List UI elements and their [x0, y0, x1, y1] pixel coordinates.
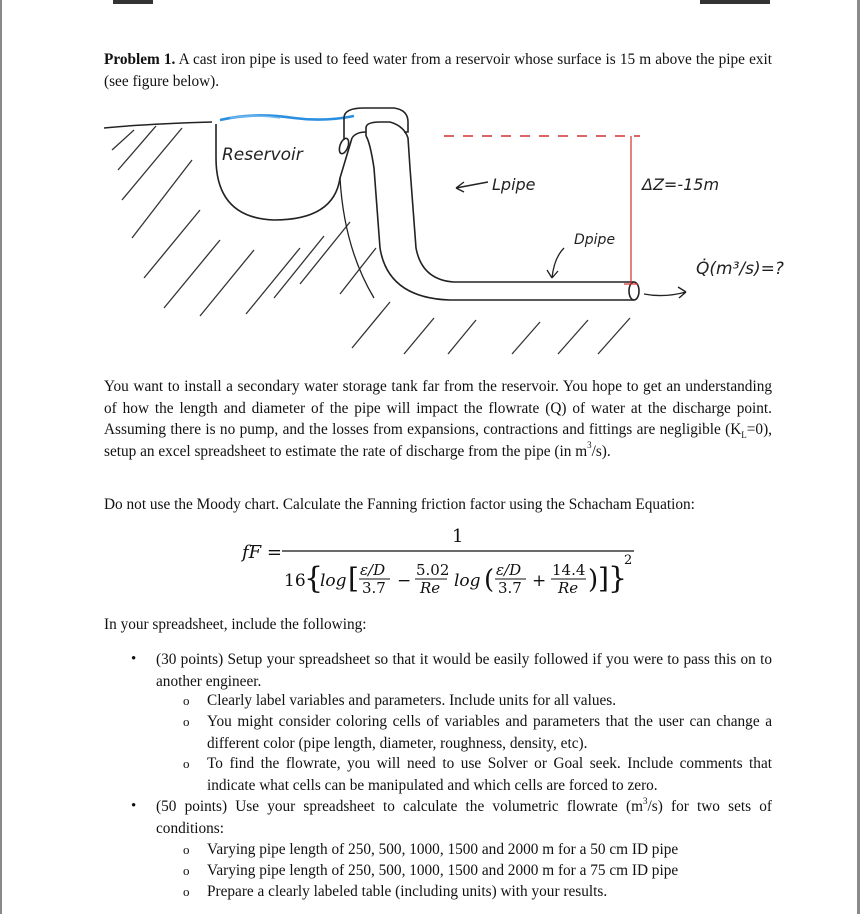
ground-surface-left — [104, 122, 212, 128]
svg-text:}: } — [608, 561, 628, 596]
list-bullet: • — [131, 651, 137, 667]
svg-text:[: [ — [348, 562, 359, 595]
eq-lhs: fF = — [242, 542, 282, 563]
height-label: ΔZ=-15m — [642, 175, 720, 194]
svg-text:): ) — [588, 565, 599, 595]
paragraph-problem-description: You want to install a secondary water storage tank far from the reservoir. You hope to get an understanding of how the length and diameter of the pipe will impact the flowrate (Q) of water at the discharge point. Assuming there is no pump, and the losses from expansions, contractions and fittings are negligible $(K_L=0)$, setup an excel spreadsheet to estimate the rate of discharge from the pipe (in $m^3/s$). — [104, 378, 772, 460]
svg-text:3.7: 3.7 — [362, 579, 386, 597]
svg-text:16: 16 — [284, 571, 306, 591]
diameter-arrow — [547, 248, 564, 278]
flow-arrow — [644, 287, 686, 298]
svg-text:−: − — [397, 571, 412, 591]
cropped-header-mark — [113, 0, 153, 4]
list-subitem: Varying pipe length of 250, 500, 1000, 1500 and 2000 m for a 75 cm ID pipe — [207, 862, 679, 879]
svg-text:(: ( — [484, 565, 495, 595]
list-bullet: • — [131, 798, 137, 814]
svg-text:log: log — [320, 571, 347, 591]
svg-text:]: ] — [598, 562, 609, 595]
svg-text:ε/D: ε/D — [496, 561, 522, 579]
reservoir-basin — [216, 124, 352, 220]
svg-text:log: log — [454, 571, 481, 591]
problem-label: Problem 1. — [104, 51, 176, 68]
schacham-equation — [230, 520, 650, 610]
cropped-header-mark — [700, 0, 770, 4]
svg-text:5.02: 5.02 — [416, 561, 450, 579]
sub-bullet: o — [183, 863, 190, 878]
ground-hatching — [112, 126, 630, 354]
svg-text:14.4: 14.4 — [552, 561, 586, 579]
sub-bullet: o — [183, 884, 190, 899]
list-item-1: (30 points) Setup your spreadsheet so that it would be easily followed if you were to pass this on to another engineer. — [156, 651, 772, 690]
problem-intro: A cast iron pipe is used to feed water from a reservoir whose surface is 15 m above the pipe exit (see figure below). — [104, 51, 773, 90]
problem-statement — [104, 49, 772, 92]
list-subitem: You might consider coloring cells of variables and parameters that the user can change a different color (pipe length, diameter, roughness, density, etc). — [207, 713, 772, 752]
list-item-2: (50 points) Use your spreadsheet to calculate the volumetric flowrate $(m^3/s)$ for two sets of conditions: — [156, 795, 772, 837]
flow-label: Q̇(m³/s)=? — [696, 259, 784, 279]
svg-text:Re: Re — [558, 579, 579, 597]
svg-text:3.7: 3.7 — [498, 579, 522, 597]
reservoir-pipe-figure — [104, 98, 784, 360]
paragraph-instruction: Do not use the Moody chart. Calculate the Fanning friction factor using the Schacham Equation: — [104, 496, 695, 513]
svg-text:+: + — [532, 571, 547, 591]
svg-text:{: { — [304, 561, 324, 596]
diameter-label: Dpipe — [574, 232, 616, 248]
list-subitem: Varying pipe length of 250, 500, 1000, 1500 and 2000 m for a 50 cm ID pipe — [207, 841, 679, 858]
svg-text:Re: Re — [420, 579, 441, 597]
svg-text:2: 2 — [624, 553, 633, 568]
list-subitem: Clearly label variables and parameters. Include units for all values. — [207, 692, 617, 709]
reservoir-label: Reservoir — [222, 145, 303, 165]
sub-bullet: o — [183, 693, 190, 708]
sub-bullet: o — [183, 714, 190, 729]
page-left-edge — [0, 0, 2, 914]
length-arrow — [456, 182, 488, 192]
sub-bullet: o — [183, 842, 190, 857]
list-subitem: To find the flowrate, you will need to use Solver or Goal seek. Include comments that indicate what cells can be manipulated and which cells are forced to zero. — [207, 755, 772, 794]
length-label: Lpipe — [492, 175, 536, 194]
list-subitem: Prepare a clearly labeled table (including units) with your results. — [207, 883, 608, 900]
svg-text:ε/D: ε/D — [360, 561, 386, 579]
sub-bullet: o — [183, 756, 190, 771]
eq-numerator: 1 — [452, 526, 464, 547]
paragraph-include: In your spreadsheet, include the following: — [104, 616, 367, 633]
pipe — [338, 108, 639, 300]
